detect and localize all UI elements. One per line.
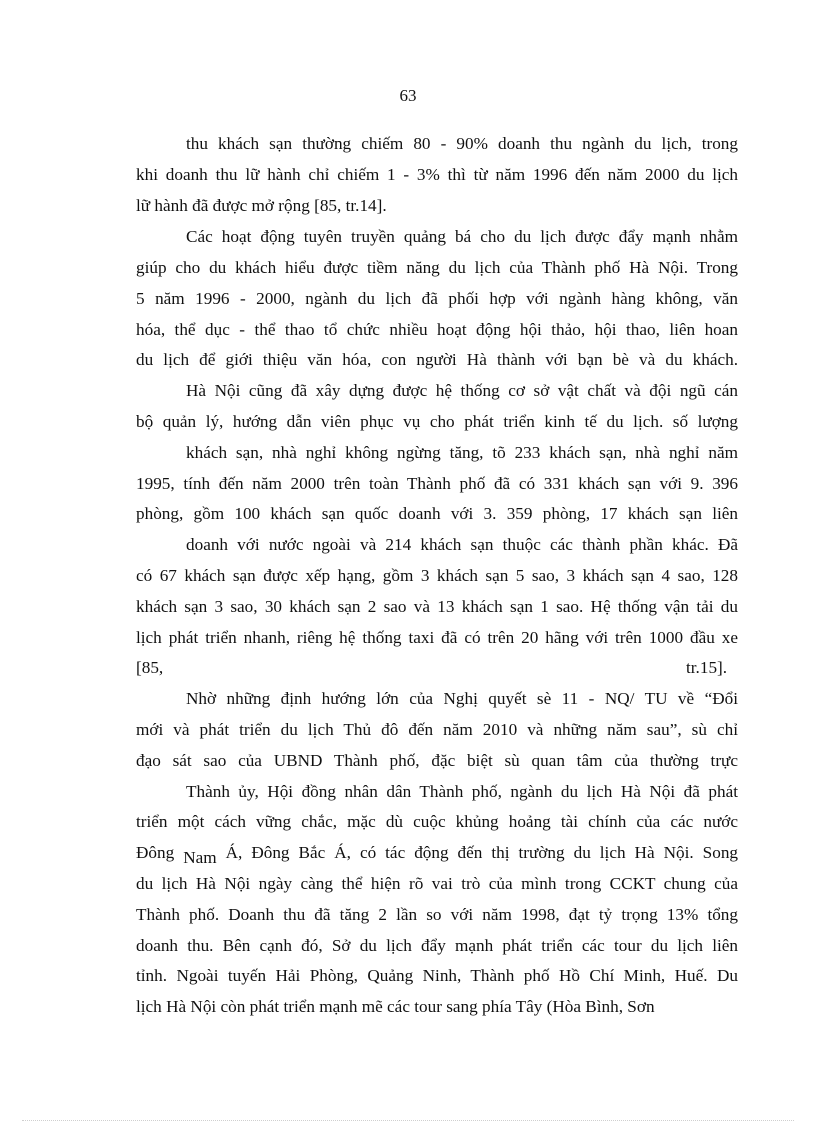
text-line: hóa, thể dục - thể thao tổ chức nhiều hoạt động hội thảo, hội thao, liên hoan	[136, 320, 738, 339]
text-line: lịch phát triển nhanh, riêng hệ thống taxi đã có trên 20 hãng với trên 1000 đầu xe	[136, 628, 738, 647]
citation-close: tr.15].	[686, 658, 728, 677]
text-line: tỉnh. Ngoài tuyến Hải Phòng, Quảng Ninh, Thành phố Hồ Chí Minh, Huế. Du	[136, 966, 738, 985]
text-line: doanh thu. Bên cạnh đó, Sở du lịch đẩy mạnh phát triển các tour du lịch liên	[136, 936, 738, 955]
text-line: có 67 khách sạn được xếp hạng, gồm 3 khách sạn 5 sao, 3 khách sạn 4 sao, 128	[136, 566, 738, 585]
text-line: Thành ủy, Hội đồng nhân dân Thành phố, ngành du lịch Hà Nội đã phát	[186, 782, 738, 801]
line-rest: Á, Đông Bắc Á, có tác động đến thị trường du lịch Hà Nội. Song	[225, 843, 739, 862]
text-line: triển một cách vững chắc, mặc dù cuộc khủng hoảng tài chính của các nước	[136, 812, 738, 831]
page-number: 63	[399, 86, 417, 105]
text-line: khách sạn, nhà nghỉ không ngừng tăng, tõ 233 khách sạn, nhà nghỉ năm	[186, 443, 738, 462]
text-line: thu khách sạn thường chiếm 80 - 90% doanh thu ngành du lịch, trong	[186, 134, 738, 153]
text-line: khách sạn 3 sao, 30 khách sạn 2 sao và 13 khách sạn 1 sao. Hệ thống vận tải du	[136, 597, 738, 616]
text-line: mới và phát triển du lịch Thủ đô đến năm 2010 và những năm sau”, sù chỉ	[136, 720, 738, 739]
word: Đông	[136, 843, 175, 862]
text-line: khi doanh thu lữ hành chỉ chiếm 1 - 3% thì từ năm 1996 đến năm 2000 du lịch	[136, 165, 738, 184]
text-line: Nhờ những định hướng lớn của Nghị quyết sè 11 - NQ/ TU về “Đổi	[186, 689, 738, 708]
text-line: bộ quản lý, hướng dẫn viên phục vụ cho phát triển kinh tế du lịch. số lượng	[136, 412, 738, 431]
text-line: lữ hành đã được mở rộng [85, tr.14].	[136, 196, 387, 215]
text-line: phòng, gồm 100 khách sạn quốc doanh với 3. 359 phòng, 17 khách sạn liên	[136, 504, 738, 523]
text-line: đạo sát sao của UBND Thành phố, đặc biệt sù quan tâm của thường trực	[136, 751, 738, 770]
text-line: 5 năm 1996 - 2000, ngành du lịch đã phối hợp với ngành hàng không, văn	[136, 289, 738, 308]
subscript-word: Nam	[183, 848, 217, 867]
citation-open: [85,	[136, 658, 164, 677]
text-line: du lịch để giới thiệu văn hóa, con người Hà thành với bạn bè và du khách.	[136, 350, 738, 369]
text-line: giúp cho du khách hiểu được tiềm năng du lịch của Thành phố Hà Nội. Trong	[136, 258, 738, 277]
page-border	[22, 1120, 794, 1121]
text-line	[136, 843, 739, 867]
text-line: 1995, tính đến năm 2000 trên toàn Thành phố đã có 331 khách sạn với 9. 396	[136, 474, 738, 493]
text-line: Các hoạt động tuyên truyền quảng bá cho du lịch được đẩy mạnh nhằm	[186, 227, 738, 246]
text-line: doanh với nước ngoài và 214 khách sạn thuộc các thành phần khác. Đã	[186, 535, 738, 554]
text-line: lịch Hà Nội còn phát triển mạnh mẽ các tour sang phía Tây (Hòa Bình, Sơn	[136, 997, 655, 1016]
text-line: du lịch Hà Nội ngày càng thể hiện rõ vai trò của mình trong CCKT chung của	[136, 874, 738, 893]
text-line: Hà Nội cũng đã xây dựng được hệ thống cơ sở vật chất và đội ngũ cán	[186, 381, 738, 400]
text-line: Thành phố. Doanh thu đã tăng 2 lần so với năm 1998, đạt tỷ trọng 13% tổng	[136, 905, 738, 924]
